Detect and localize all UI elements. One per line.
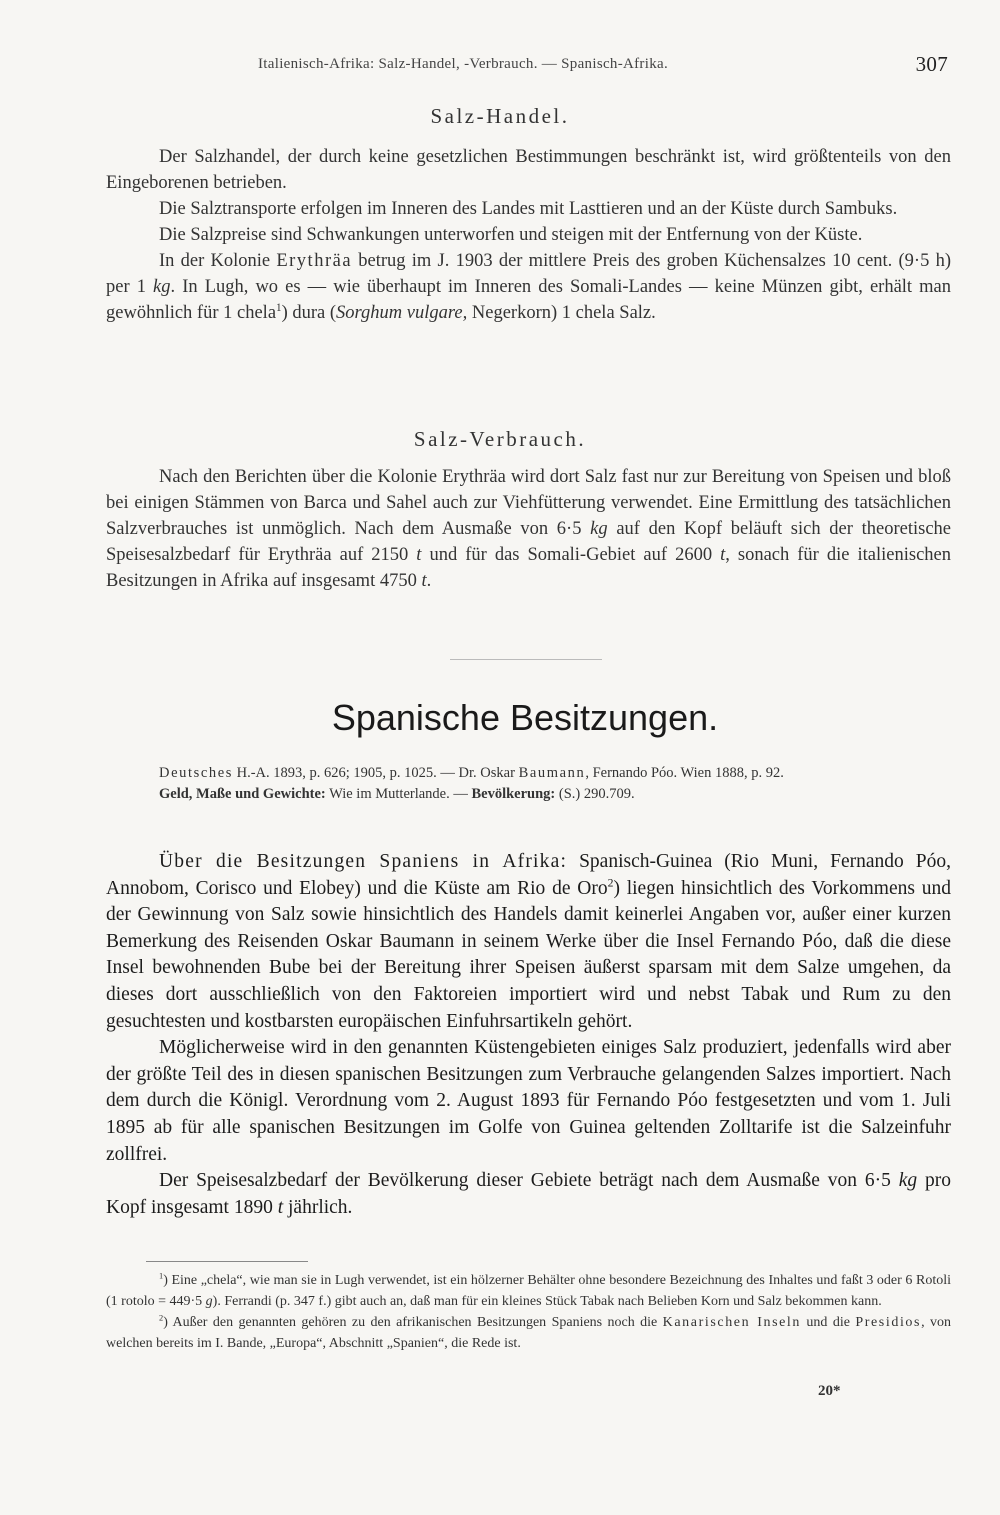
section-heading-salz-verbrauch: Salz-Verbrauch. xyxy=(413,427,587,451)
paragraph: Die Salztransporte erfolgen im Inneren des Landes mit Lasttieren und an der Küste durch Sambuks. xyxy=(159,199,898,219)
footnote-rule xyxy=(146,1261,308,1262)
currency-population-line: Geld, Maße und Gewichte: Wie im Mutterlande. — Bevölkerung: (S.) 290.709. xyxy=(159,786,635,802)
section-heading-salz-handel: Salz-Handel. xyxy=(430,104,570,128)
footnote-2: $^2$) Außer den genannten gehören zu den afrikanischen Besitzungen Spaniens noch die Kanarischen Inseln und die Presidios, von welchen bereits im I. Bande, „Europa“, Abschnitt „Spanien“, die Rede ist. xyxy=(106,1313,951,1351)
salz-verbrauch-text xyxy=(106,464,951,594)
paragraph: Über die Besitzungen Spaniens in Afrika: Spanisch-Guinea (Rio Muni, Fernando Póo, Annobom, Corisco und Elobey) und die Küste am Rio de Oro$^2$) liegen hinsichtlich des Vorkommens und der Gewinnung von Salz sowie hinsichtlich des Handels damit keinerlei Angaben vor, außer einer kurzen Bemerkung des Reisenden Oskar Baumann in seinem Werke über die Insel Fernando Póo, daß die diese Insel bewohnenden Bube bei der Bereitung ihrer Speisen äußerst sparsam mit dem Salze umgehen, da dieses dort ausschließlich von den Faktoreien importiert wird und nebst Tabak und Rum zu den gesuchtesten und kostbarsten europäischen Einfuhrsartikeln gehört. xyxy=(106,851,951,1032)
chapter-title: Spanische Besitzungen. xyxy=(331,697,719,738)
page-number: 307 xyxy=(915,52,948,76)
paragraph: Der Speisesalzbedarf der Bevölkerung dieser Gebiete beträgt nach dem Ausmaße von 6·5 kg pro Kopf insgesamt 1890 t jährlich. xyxy=(106,1170,951,1218)
section-divider xyxy=(450,659,602,660)
paragraph: In der Kolonie Erythräa betrug im J. 1903 der mittlere Preis des groben Küchensalzes 10 cent. (9·5 h) per 1 kg. In Lugh, wo es — wie überhaupt im Inneren des Somali-Landes — keine Münzen gibt, erhält man gewöhnlich für 1 chela$^1$) dura (Sorghum vulgare, Negerkorn) 1 chela Salz. xyxy=(106,251,951,323)
running-title: Italienisch-Afrika: Salz-Handel, -Verbrauch. — Spanisch-Afrika. xyxy=(258,56,669,72)
footnote-ref: 2 xyxy=(607,876,614,890)
paragraph: Die Salzpreise sind Schwankungen unterworfen und steigen mit der Entfernung von der Küste. xyxy=(159,225,863,245)
footnotes xyxy=(106,1270,951,1354)
printer-signature: 20* xyxy=(818,1383,841,1399)
running-header xyxy=(258,52,948,76)
salz-handel-text xyxy=(106,144,951,326)
spanien-text xyxy=(106,849,951,1221)
footnote-1: $^1$) Eine „chela“, wie man sie in Lugh verwendet, ist ein hölzerner Behälter ohne besondere Bezeichnung des Inhaltes und faßt 3 oder 6 Rotoli (1 rotolo = 449·5 g). Ferrandi (p. 347 f.) gibt auch an, daß man für ein kleines Stück Tabak nach Belieben Korn und Salz bekommen kann. xyxy=(106,1271,951,1309)
chapter-references xyxy=(106,763,951,805)
reference-line: Deutsches H.-A. 1893, p. 626; 1905, p. 1025. — Dr. Oskar Baumann, Fernando Póo. Wien 1888, p. 92. xyxy=(159,765,784,781)
footnote-ref: 1 xyxy=(276,301,282,314)
paragraph: Der Salzhandel, der durch keine gesetzlichen Bestimmungen beschränkt ist, wird größtenteils von den Eingeborenen betrieben. xyxy=(106,147,951,193)
paragraph: Möglicherweise wird in den genannten Küstengebieten einiges Salz produziert, jedenfalls wird aber der größte Teil des in diesen spanischen Besitzungen zum Verbrauche gelangenden Salzes importiert. Nach dem durch die Königl. Verordnung vom 2. August 1893 für Fernando Póo festgesetzten und vom 1. Juli 1895 ab für alle spanischen Besitzungen im Golfe von Guinea geltenden Zolltarife ist die Salzeinfuhr zollfrei. xyxy=(106,1037,951,1165)
paragraph: Nach den Berichten über die Kolonie Erythräa wird dort Salz fast nur zur Bereitung von Speisen und bloß bei einigen Stämmen von Barca und Sahel auch zur Viehfütterung verwendet. Eine Ermittlung des tatsächlichen Salzverbrauches ist unmöglich. Nach dem Ausmaße von 6·5 kg auf den Kopf beläuft sich der theoretische Speisesalzbedarf für Erythräa auf 2150 t und für das Somali-Gebiet auf 2600 t, sonach für die italienischen Besitzungen in Afrika auf insgesamt 4750 t. xyxy=(106,467,951,591)
